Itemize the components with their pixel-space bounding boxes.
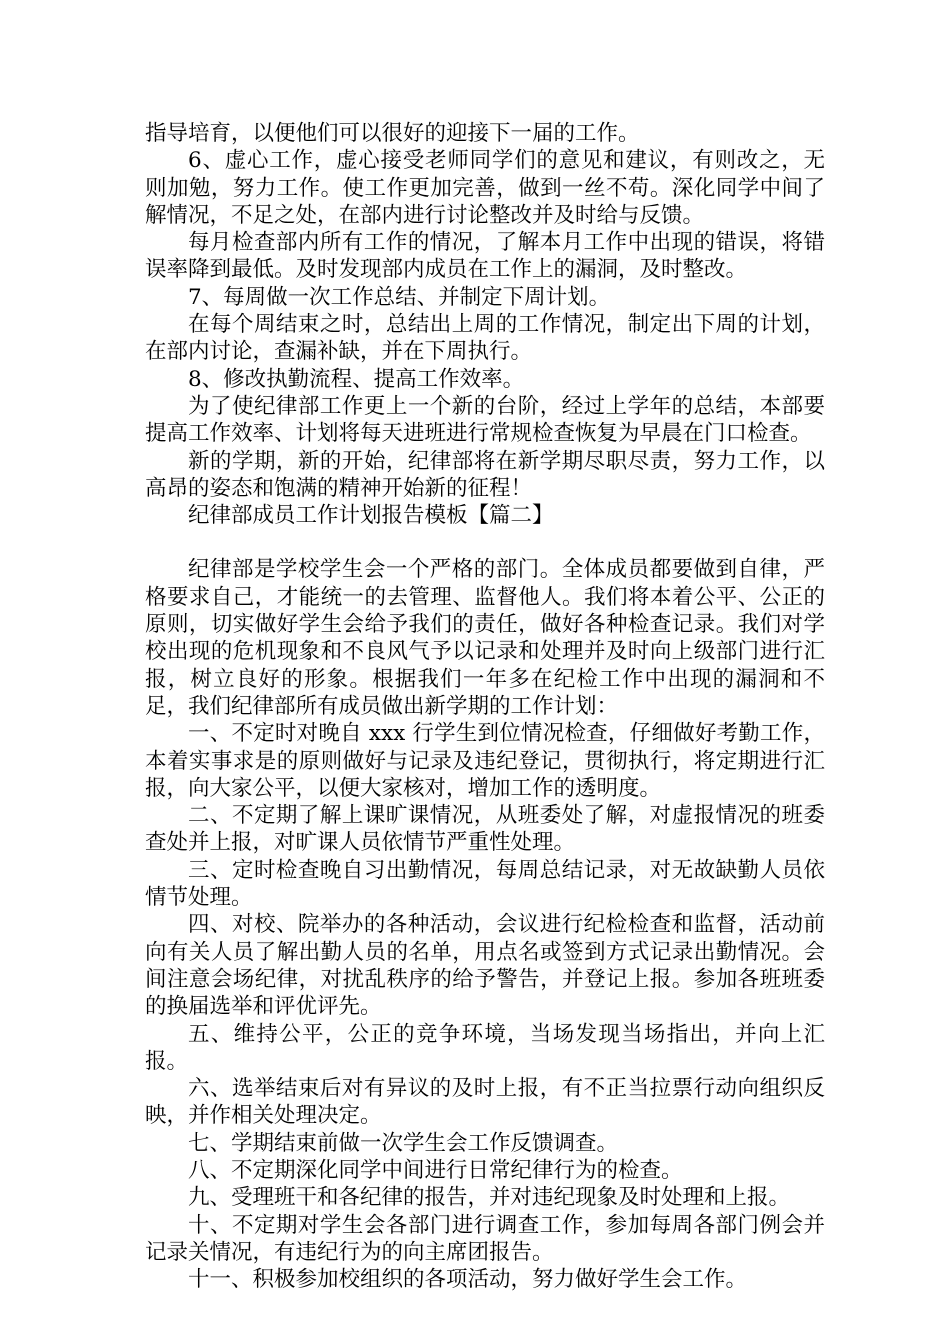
- paragraph: 为了使纪律部工作更上一个新的台阶，经过上学年的总结，本部要提高工作效率、计划将每天进班进行常规检查恢复为早晨在门口检查。: [145, 393, 825, 447]
- document-body: [145, 120, 825, 1293]
- paragraph: 6、虚心工作，虚心接受老师同学们的意见和建议，有则改之，无则加勉，努力工作。使工作更加完善，做到一丝不苟。深化同学中间了解情况，不足之处，在部内进行讨论整改并及时给与反馈。: [145, 148, 825, 228]
- list-item: 九、受理班干和各纪律的报告，并对违纪现象及时处理和上报。: [188, 1185, 791, 1211]
- list-item: 八、不定期深化同学中间进行日常纪律行为的检查。: [188, 1157, 683, 1183]
- list-item: 四、对校、院举办的各种活动，会议进行纪检检查和监督，活动前向有关人员了解出勤人员的名单，用点名或签到方式记录出勤情况。会间注意会场纪律，对扰乱秩序的给予警告，并登记上报。参加各班班委的换届选举和评优评先。: [145, 912, 825, 1020]
- paragraph: 7、每周做一次工作总结、并制定下周计划。: [188, 284, 611, 310]
- list-item: 三、定时检查晚自习出勤情况，每周总结记录，对无故缺勤人员依情节处理。: [145, 857, 825, 911]
- blank-line: [145, 529, 825, 556]
- list-item: 五、维持公平，公正的竞争环境，当场发现当场指出，并向上汇报。: [145, 1021, 825, 1074]
- paragraph: 纪律部是学校学生会一个严格的部门。全体成员都要做到自律，严格要求自己，才能统一的去管理、监督他人。我们将本着公平、公正的原则，切实做好学生会给予我们的责任，做好各种检查记录。我们对学校出现的危机现象和不良风气予以记录和处理并及时向上级部门进行汇报，树立良好的形象。根据我们一年多在纪检工作中出现的漏洞和不足，我们纪律部所有成员做出新学期的工作计划：: [145, 557, 825, 719]
- list-item: 十一、积极参加校组织的各项活动，努力做好学生会工作。: [188, 1267, 748, 1293]
- list-item: 六、选举结束后对有异议的及时上报，有不正当拉票行动向组织反映，并作相关处理决定。: [145, 1076, 825, 1129]
- list-item: 二、不定期了解上课旷课情况，从班委处了解，对虚报情况的班委查处并上报，对旷课人员依情节严重性处理。: [145, 803, 825, 856]
- paragraph: 8、修改执勤流程、提高工作效率。: [188, 366, 525, 392]
- section-heading: 纪律部成员工作计划报告模板【篇二】: [188, 503, 554, 529]
- paragraph: 新的学期，新的开始，纪律部将在新学期尽职尽责，努力工作，以高昂的姿态和饱满的精神开始新的征程！: [145, 448, 825, 501]
- list-item: 七、学期结束前做一次学生会工作反馈调查。: [188, 1130, 619, 1156]
- list-item: 十、不定期对学生会各部门进行调查工作，参加每周各部门例会并记录关情况，有违纪行为的向主席团报告。: [145, 1212, 825, 1265]
- list-item: 一、不定时对晚自 xxx 行学生到位情况检查，仔细做好考勤工作，本着实事求是的原则做好与记录及违纪登记，贯彻执行，将定期进行汇报，向大家公平，以便大家核对，增加工作的透明度。: [145, 721, 825, 801]
- paragraph: 在每个周结束之时，总结出上周的工作情况，制定出下周的计划，在部内讨论，查漏补缺，并在下周执行。: [145, 312, 825, 365]
- paragraph: 指导培育，以便他们可以很好的迎接下一届的工作。: [145, 121, 640, 146]
- paragraph: 每月检查部内所有工作的情况，了解本月工作中出现的错误，将错误率降到最低。及时发现部内成员在工作上的漏洞，及时整改。: [145, 230, 825, 283]
